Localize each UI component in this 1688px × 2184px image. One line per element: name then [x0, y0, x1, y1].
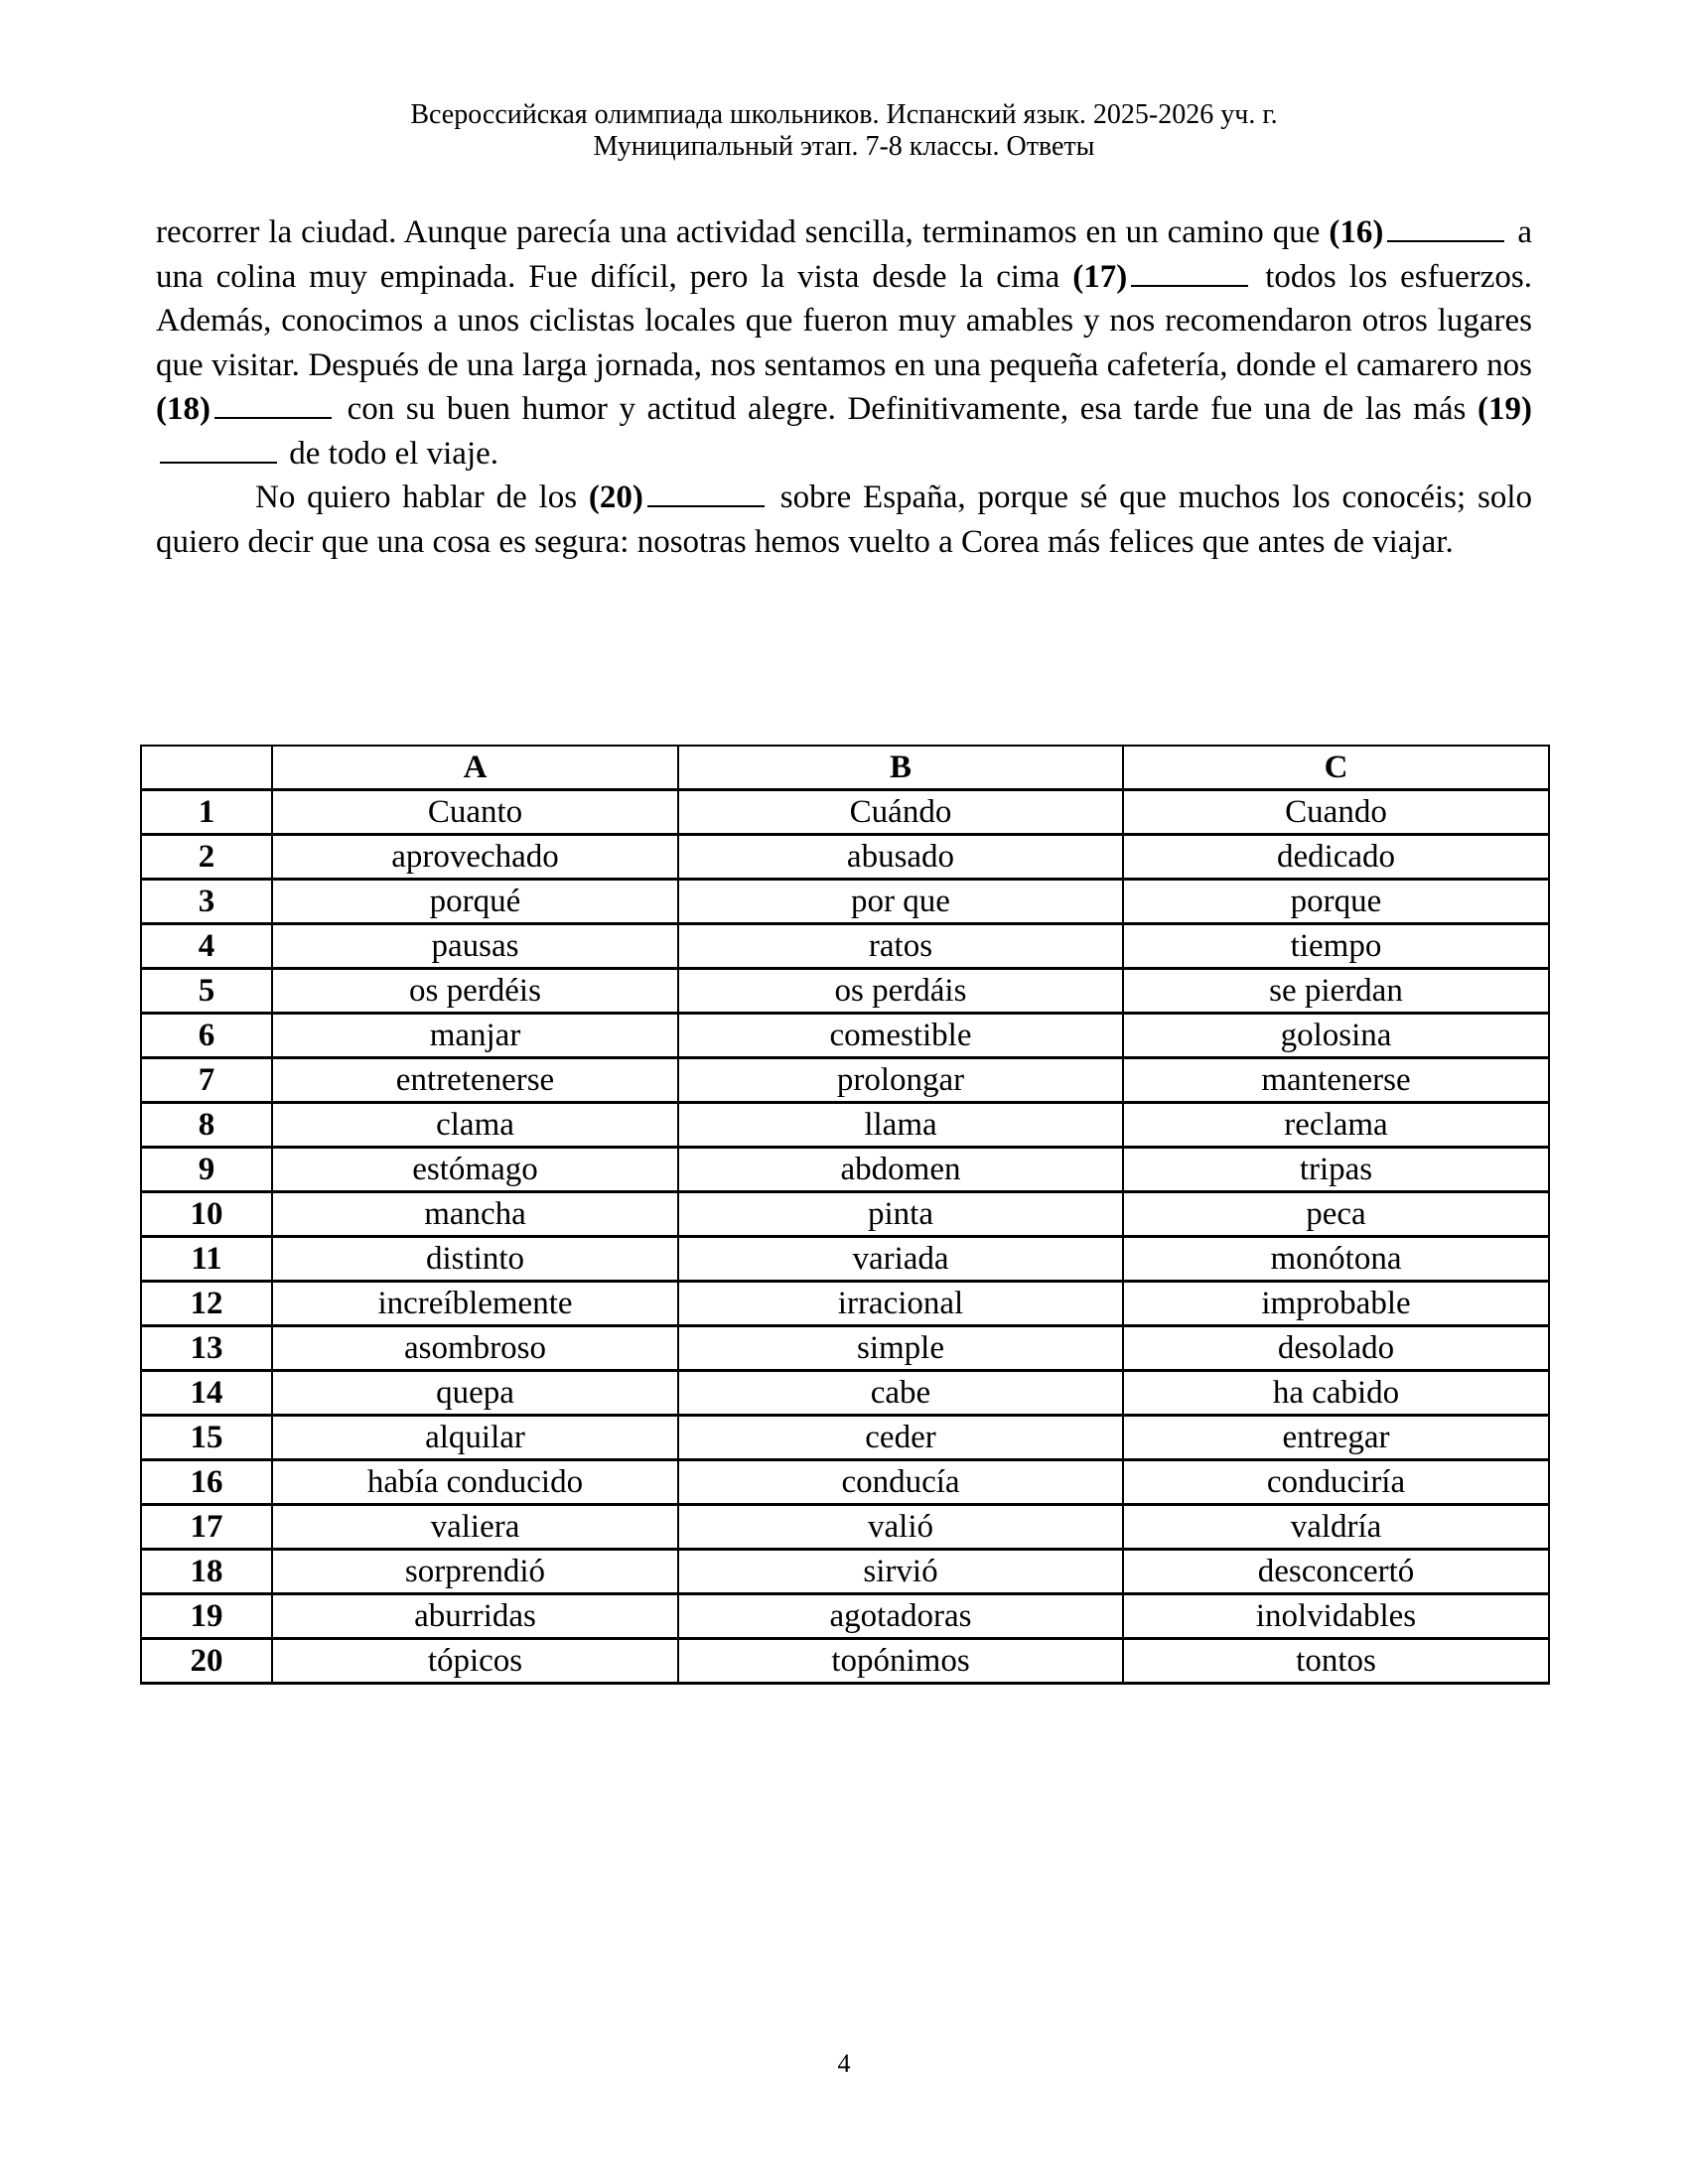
- option-b: comestible: [678, 1014, 1123, 1058]
- text-segment: No quiero hablar de los: [255, 479, 578, 515]
- option-a: Cuanto: [272, 790, 678, 835]
- option-a: porqué: [272, 880, 678, 924]
- option-b: ceder: [678, 1416, 1123, 1460]
- option-b: variada: [678, 1237, 1123, 1282]
- option-b: cabe: [678, 1371, 1123, 1416]
- row-number: 18: [141, 1550, 272, 1594]
- gap-number-18: (18): [156, 391, 211, 427]
- option-c: desolado: [1123, 1326, 1549, 1371]
- option-c: reclama: [1123, 1103, 1549, 1148]
- table-row: [141, 969, 1549, 1014]
- option-a: os perdéis: [272, 969, 678, 1014]
- option-a: había conducido: [272, 1460, 678, 1505]
- option-a: tópicos: [272, 1639, 678, 1684]
- text-segment: con su buen humor y actitud alegre. Definitivamente, esa tarde fue una de las más: [347, 391, 1467, 427]
- option-c: monótona: [1123, 1237, 1549, 1282]
- header-subtitle: Муниципальный этап. 7-8 классы. Ответы: [593, 131, 1095, 162]
- table-row: [141, 835, 1549, 880]
- option-a: sorprendió: [272, 1550, 678, 1594]
- gap-number-17: (17): [1072, 258, 1128, 295]
- row-number: 13: [141, 1326, 272, 1371]
- option-c: desconcertó: [1123, 1550, 1549, 1594]
- option-b: pinta: [678, 1192, 1123, 1237]
- option-b: abdomen: [678, 1148, 1123, 1192]
- option-c: valdría: [1123, 1505, 1549, 1550]
- row-number: 15: [141, 1416, 272, 1460]
- option-a: asombroso: [272, 1326, 678, 1371]
- option-a: mancha: [272, 1192, 678, 1237]
- option-b: agotadoras: [678, 1594, 1123, 1639]
- passage-text: [156, 210, 1532, 564]
- option-b: llama: [678, 1103, 1123, 1148]
- table-row: [141, 1192, 1549, 1237]
- document-header: [0, 99, 1688, 163]
- gap-blank-19: [160, 438, 277, 464]
- option-c: ha cabido: [1123, 1371, 1549, 1416]
- option-c: peca: [1123, 1192, 1549, 1237]
- table-row: [141, 924, 1549, 969]
- table-row: [141, 1326, 1549, 1371]
- option-a: valiera: [272, 1505, 678, 1550]
- gap-blank-17: [1131, 261, 1248, 287]
- option-c: Cuando: [1123, 790, 1549, 835]
- option-a: entretenerse: [272, 1058, 678, 1103]
- table-header-row: [141, 746, 1549, 790]
- answer-options-table: [140, 745, 1550, 1685]
- row-number: 16: [141, 1460, 272, 1505]
- text-segment: sobre España, porque sé que muchos los conocéis; solo quiero decir que una cosa es segura: nosotras hemos vuelto a Corea más felices que antes de viajar.: [156, 479, 1533, 560]
- table-row: [141, 790, 1549, 835]
- table-row: [141, 1505, 1549, 1550]
- option-c: porque: [1123, 880, 1549, 924]
- page-number: 4: [837, 2049, 851, 2078]
- table-row: [141, 1371, 1549, 1416]
- table-row: [141, 880, 1549, 924]
- option-c: se pierdan: [1123, 969, 1549, 1014]
- table-row: [141, 1416, 1549, 1460]
- option-b: prolongar: [678, 1058, 1123, 1103]
- option-b: valió: [678, 1505, 1123, 1550]
- row-number: 17: [141, 1505, 272, 1550]
- paragraph-1: [156, 210, 1532, 476]
- option-a: alquilar: [272, 1416, 678, 1460]
- row-number: 9: [141, 1148, 272, 1192]
- option-a: distinto: [272, 1237, 678, 1282]
- option-a: aprovechado: [272, 835, 678, 880]
- gap-blank-20: [647, 481, 765, 507]
- option-c: tontos: [1123, 1639, 1549, 1684]
- option-a: pausas: [272, 924, 678, 969]
- option-a: aburridas: [272, 1594, 678, 1639]
- table-row: [141, 1148, 1549, 1192]
- option-b: sirvió: [678, 1550, 1123, 1594]
- option-b: ratos: [678, 924, 1123, 969]
- text-segment: todos los esfuerzos. Además, conocimos a unos ciclistas locales que fueron muy amables y nos recomendaron otros lugares que visitar. Después de una larga jornada, nos sentamos en una pequeña cafetería, donde el camarero nos: [156, 258, 1532, 383]
- table-row: [141, 1550, 1549, 1594]
- header-title: Всероссийская олимпиада школьников. Испанский язык. 2025-2026 уч. г.: [410, 99, 1278, 130]
- row-number: 4: [141, 924, 272, 969]
- option-b: os perdáis: [678, 969, 1123, 1014]
- option-b: conducía: [678, 1460, 1123, 1505]
- option-c: entregar: [1123, 1416, 1549, 1460]
- option-b: Cuándo: [678, 790, 1123, 835]
- option-c: dedicado: [1123, 835, 1549, 880]
- option-c: mantenerse: [1123, 1058, 1549, 1103]
- column-header-b: B: [678, 746, 1123, 790]
- table-row: [141, 1594, 1549, 1639]
- row-number: 11: [141, 1237, 272, 1282]
- table-row: [141, 1639, 1549, 1684]
- option-a: clama: [272, 1103, 678, 1148]
- column-header-a: A: [272, 746, 678, 790]
- option-c: conduciría: [1123, 1460, 1549, 1505]
- option-c: tiempo: [1123, 924, 1549, 969]
- gap-blank-18: [214, 393, 332, 419]
- row-number: 2: [141, 835, 272, 880]
- text-segment: recorrer la ciudad. Aunque parecía una actividad sencilla, terminamos en un camino que: [156, 214, 1321, 250]
- row-number: 3: [141, 880, 272, 924]
- option-b: por que: [678, 880, 1123, 924]
- table-row: [141, 1237, 1549, 1282]
- table-row: [141, 1014, 1549, 1058]
- column-header-c: C: [1123, 746, 1549, 790]
- table-row: [141, 1460, 1549, 1505]
- column-header-number: [141, 746, 272, 790]
- option-b: topónimos: [678, 1639, 1123, 1684]
- table-row: [141, 1103, 1549, 1148]
- option-b: simple: [678, 1326, 1123, 1371]
- option-a: quepa: [272, 1371, 678, 1416]
- option-b: irracional: [678, 1282, 1123, 1326]
- option-a: increíblemente: [272, 1282, 678, 1326]
- row-number: 12: [141, 1282, 272, 1326]
- row-number: 6: [141, 1014, 272, 1058]
- row-number: 8: [141, 1103, 272, 1148]
- row-number: 10: [141, 1192, 272, 1237]
- option-c: tripas: [1123, 1148, 1549, 1192]
- gap-number-16: (16): [1329, 214, 1384, 250]
- row-number: 20: [141, 1639, 272, 1684]
- table-row: [141, 1058, 1549, 1103]
- row-number: 7: [141, 1058, 272, 1103]
- option-c: improbable: [1123, 1282, 1549, 1326]
- gap-number-19: (19): [1477, 391, 1533, 427]
- row-number: 1: [141, 790, 272, 835]
- gap-number-20: (20): [588, 479, 643, 515]
- option-b: abusado: [678, 835, 1123, 880]
- row-number: 19: [141, 1594, 272, 1639]
- table-row: [141, 1282, 1549, 1326]
- paragraph-2: [156, 476, 1532, 564]
- option-c: inolvidables: [1123, 1594, 1549, 1639]
- row-number: 5: [141, 969, 272, 1014]
- option-a: estómago: [272, 1148, 678, 1192]
- row-number: 14: [141, 1371, 272, 1416]
- option-a: manjar: [272, 1014, 678, 1058]
- option-c: golosina: [1123, 1014, 1549, 1058]
- gap-blank-16: [1387, 216, 1504, 242]
- text-segment: a una colina muy empinada. Fue difícil, pero la vista desde la cima: [156, 214, 1533, 295]
- text-segment: de todo el viaje.: [289, 435, 499, 472]
